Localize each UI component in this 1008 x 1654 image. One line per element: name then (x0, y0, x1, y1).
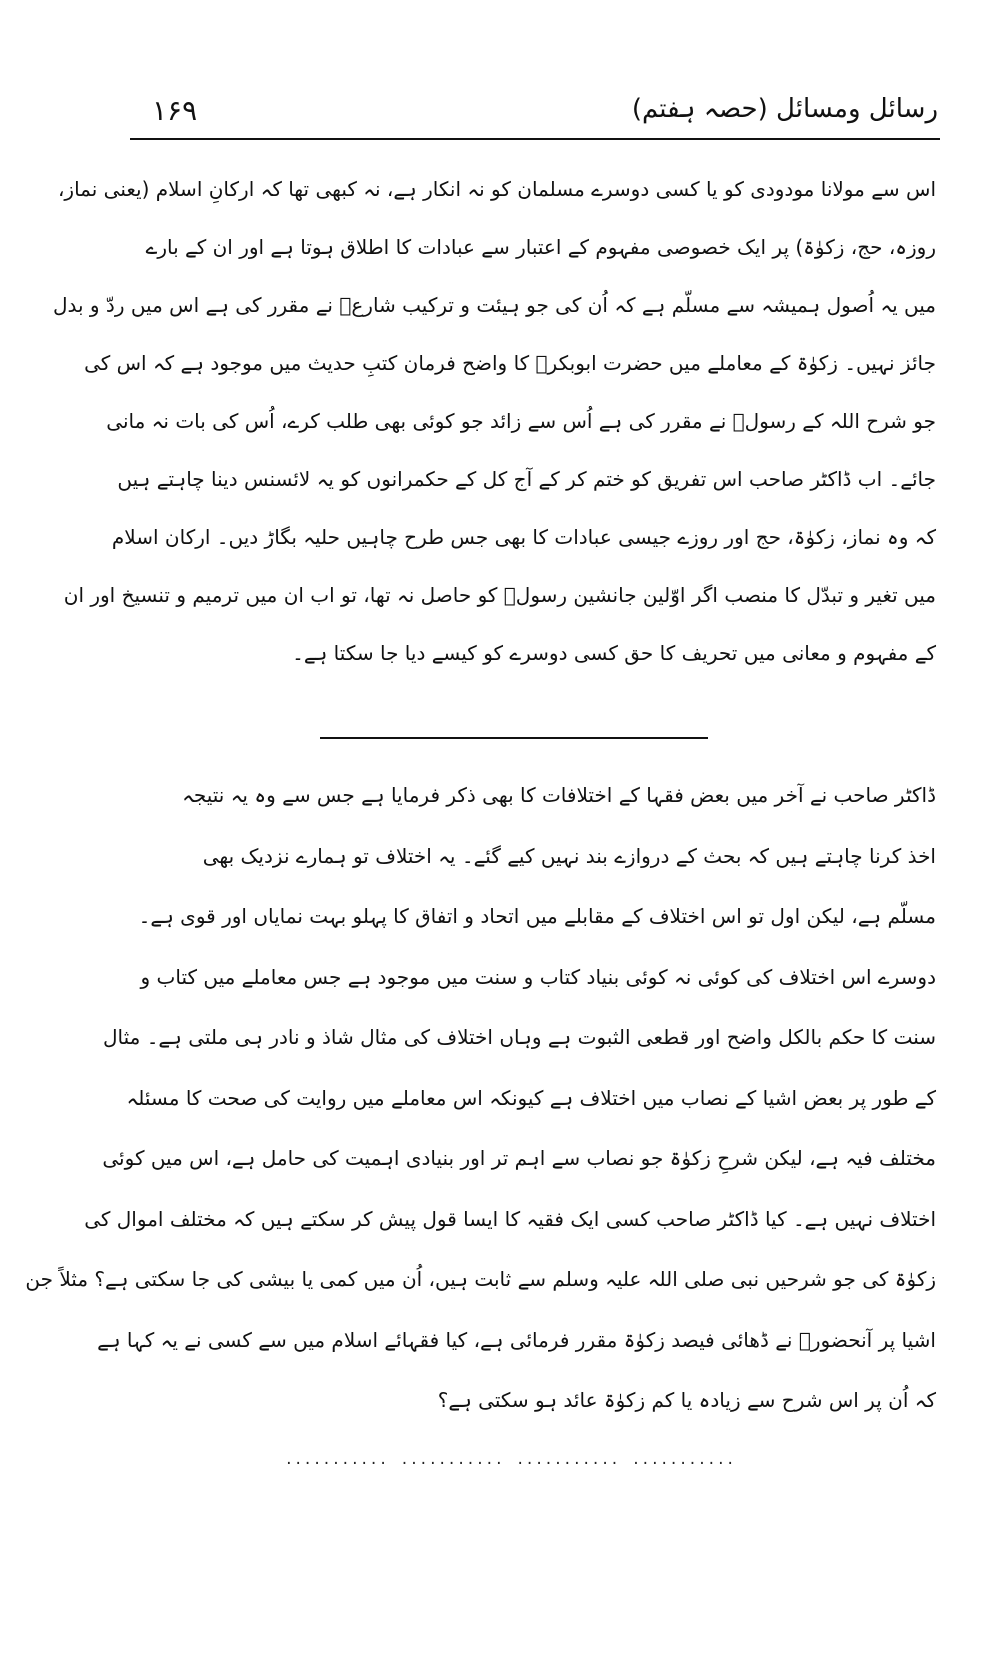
text-line: میں تغیر و تبدّل کا منصب اگر اوّلین جانشین رسولؐ کو حاصل نہ تھا، تو اب ان میں ترمیم و تنسیخ اور ان (63, 583, 936, 607)
paragraph-2 (25, 765, 936, 1431)
text-line: اخذ کرنا چاہتے ہیں کہ بحث کے دروازے بند نہیں کیے گئے۔ یہ اختلاف تو ہمارے نزدیک بھی (202, 843, 936, 868)
text-line: کے مفہوم و معانی میں تحریف کا حق کسی دوسرے کو کیسے دیا جا سکتا ہے۔ (292, 641, 936, 665)
ornament-dots: ........... (516, 1452, 620, 1468)
end-ornament (284, 1440, 736, 1480)
text-line: کہ اُن پر اس شرح سے زیادہ یا کم زکوٰۃ عائد ہو سکتی ہے؟ (437, 1388, 936, 1412)
ornament-dots: ........... (400, 1452, 504, 1468)
text-line: روزہ، حج، زکوٰۃ) پر ایک خصوصی مفہوم کے اعتبار سے عبادات کا اطلاق ہوتا ہے اور ان کے بارے (145, 235, 936, 259)
text-line: مختلف فیہ ہے، لیکن شرحِ زکوٰۃ جو نصاب سے اہم تر اور بنیادی اہمیت کی حامل ہے، اس میں کوئی (102, 1146, 936, 1170)
running-title: رسائل ومسائل (حصہ ہفتم) (631, 94, 938, 124)
header-rule (130, 138, 940, 140)
text-line: جائے۔ اب ڈاکٹر صاحب اس تفریق کو ختم کر کے آج کل کے حکمرانوں کو یہ لائسنس دینا چاہتے ہیں (117, 467, 936, 491)
text-line: جائز نہیں۔ زکوٰۃ کے معاملے میں حضرت ابوبکرؓ کا واضح فرمان کتبِ حدیث میں موجود ہے کہ اس کی (84, 351, 936, 375)
text-line: اس سے مولانا مودودی کو یا کسی دوسرے مسلمان کو نہ انکار ہے، نہ کبھی تھا کہ ارکانِ اسلام (یعنی نماز، (57, 177, 936, 201)
section-separator (320, 737, 708, 739)
ornament-dots: ........... (284, 1452, 389, 1468)
text-line: مسلّم ہے، لیکن اول تو اس اختلاف کے مقابلے میں اتحاد و اتفاق کا پہلو بہت نمایاں اور قوی ہے۔ (138, 904, 936, 928)
text-line: کے طور پر بعض اشیا کے نصاب میں اختلاف ہے کیونکہ اس معاملے میں روایت کی صحت کا مسئلہ (126, 1085, 936, 1110)
text-line: کہ وہ نماز، زکوٰۃ، حج اور روزے جیسی عبادات کا بھی جس طرح چاہیں حلیہ بگاڑ دیں۔ ارکان اسلام (111, 525, 936, 549)
page-header (130, 78, 938, 138)
text-line: زکوٰۃ کی جو شرحیں نبی صلی اللہ علیہ وسلم سے ثابت ہیں، اُن میں کمی یا بیشی کی جا سکتی ہے؟ مثلاً جن (25, 1267, 936, 1291)
text-line: جو شرح اللہ کے رسولؐ نے مقرر کی ہے اُس سے زائد جو کوئی بھی طلب کرے، اُس کی بات نہ مانی (106, 409, 936, 433)
text-line: دوسرے اس اختلاف کی کوئی نہ کوئی بنیاد کتاب و سنت میں موجود ہے جس معاملے میں کتاب و (140, 964, 936, 989)
page-number: ۱۶۹ (152, 94, 198, 127)
ornament-dots: ........... (631, 1452, 736, 1468)
text-line: سنت کا حکم بالکل واضح اور قطعی الثبوت ہے وہاں اختلاف کی مثال شاذ و نادر ہی ملتی ہے۔ مثال (102, 1025, 936, 1049)
paragraph-1 (52, 160, 936, 682)
text-line: ڈاکٹر صاحب نے آخر میں بعض فقہا کے اختلافات کا بھی ذکر فرمایا ہے جس سے وہ یہ نتیجہ (182, 783, 936, 807)
text-line: اختلاف نہیں ہے۔ کیا ڈاکٹر صاحب کسی ایک فقیہ کا ایسا قول پیش کر سکتے ہیں کہ مختلف اموال کی (84, 1206, 936, 1231)
text-line: میں یہ اُصول ہمیشہ سے مسلّم ہے کہ اُن کی جو ہیئت و ترکیب شارعؑ نے مقرر کی ہے اس میں ردّ و بدل (52, 293, 936, 317)
text-line: اشیا پر آنحضورؐ نے ڈھائی فیصد زکوٰۃ مقرر فرمائی ہے، کیا فقہائے اسلام میں سے کسی نے یہ کہا ہے (97, 1327, 936, 1352)
